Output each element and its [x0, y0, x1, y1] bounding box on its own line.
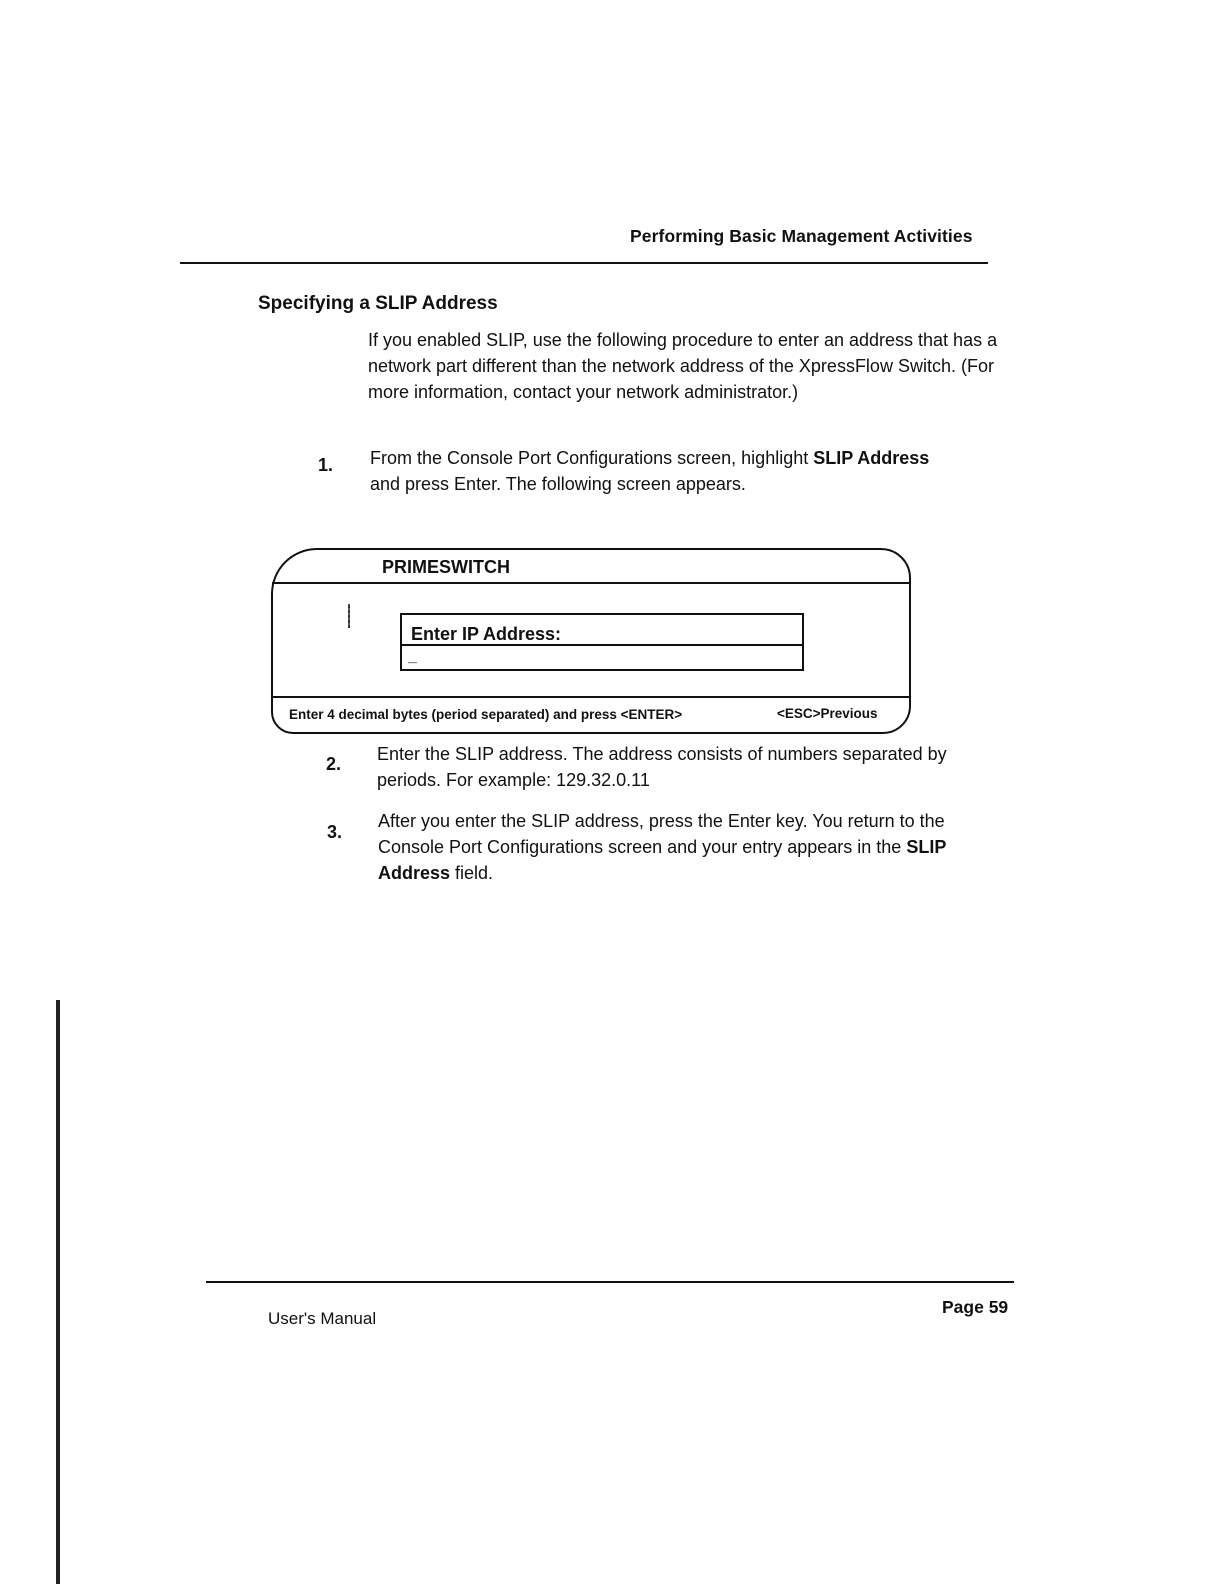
screen-status-divider — [272, 696, 911, 698]
step-number: 2. — [326, 754, 342, 774]
dotted-marker — [348, 604, 350, 628]
dialog-divider — [402, 644, 802, 646]
intro-paragraph: If you enabled SLIP, use the following procedure to enter an address that has a network part different than the network address of the XpressFlow Switch. (For more information, contact your network administrator.) — [368, 330, 998, 402]
scan-binding-edge — [56, 1000, 60, 1584]
ip-address-input[interactable]: _ — [408, 648, 417, 665]
esc-previous-key[interactable]: <ESC>Previous — [777, 706, 878, 721]
ip-address-label: Enter IP Address: — [411, 624, 562, 644]
page-number: Page 59 — [942, 1297, 1009, 1317]
running-header: Performing Basic Management Activities — [630, 226, 973, 246]
screen-title-divider — [272, 582, 911, 584]
footer-manual-title: User's Manual — [268, 1309, 377, 1328]
screen-hint: Enter 4 decimal bytes (period separated) and press <ENTER> — [289, 707, 683, 722]
step-text: After you enter the SLIP address, press the Enter key. You return to the Console Port Configurations screen and your entry appears in the SLIP Address field. — [378, 811, 946, 883]
step-text: From the Console Port Configurations screen, highlight SLIP Address and press Enter. The following screen appears. — [370, 448, 930, 494]
step-text: Enter the SLIP address. The address consists of numbers separated by periods. For example: 129.32.0.11 — [377, 744, 947, 790]
section-title: Specifying a SLIP Address — [258, 293, 498, 314]
step-number: 3. — [327, 822, 343, 842]
step-number: 1. — [318, 455, 334, 475]
footer-divider — [206, 1281, 1014, 1283]
header-divider — [180, 262, 988, 264]
screen-title: PRIMESWITCH — [382, 557, 510, 577]
